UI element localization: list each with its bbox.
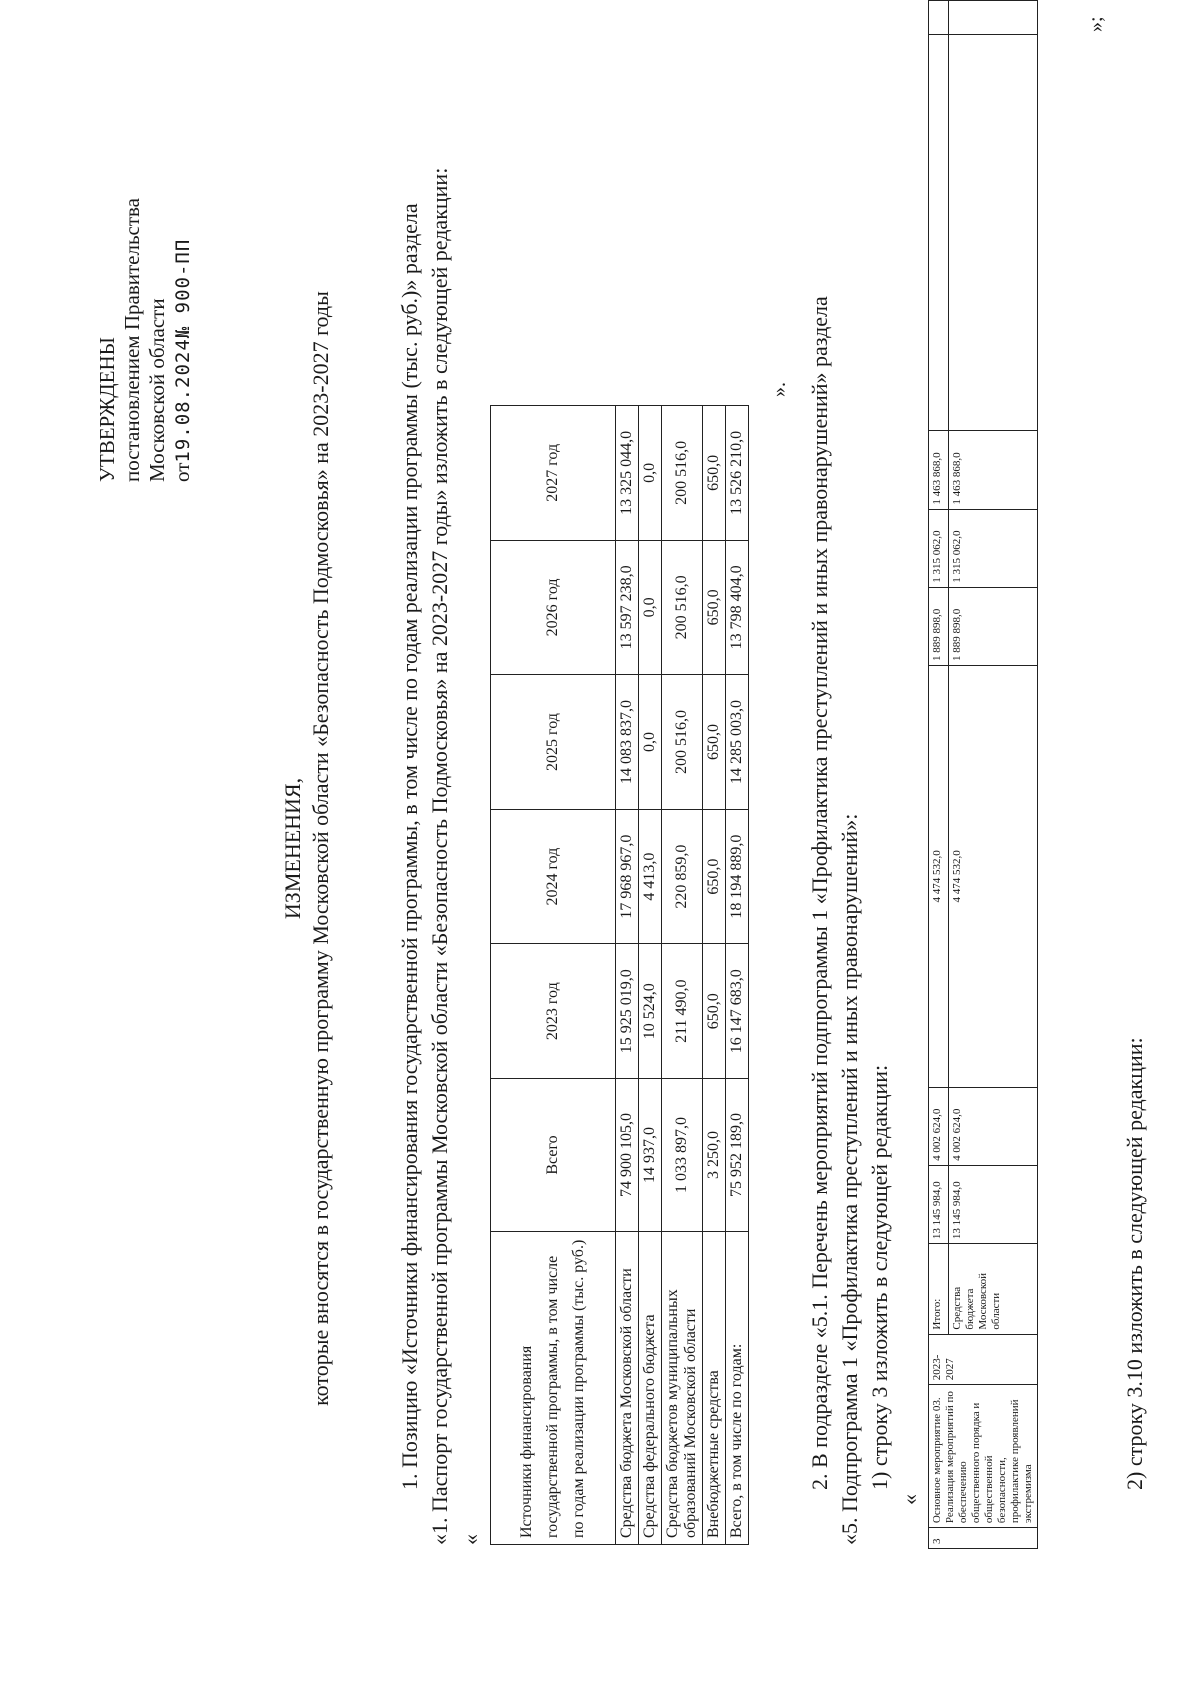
row-number-cell: 3 [929,1528,1038,1549]
table-cell: 0,0 [639,540,662,675]
table-cell: 14 937,0 [639,1079,662,1232]
item-2-text-cont: «5. Подпрограмма 1 «Профилактика преступлений и иных правонарушений»: [837,813,862,1545]
table-cell: 15 925 019,0 [616,944,639,1079]
table-cell: 13 145 984,0 [929,1165,949,1243]
approval-stamp [95,198,196,482]
table-cell: 4 413,0 [639,809,662,944]
table-cell: Средства бюджетов муниципальных образований Московской области [662,1232,703,1545]
table-cell: 4 474 532,0 [949,665,1038,1087]
column-header: 2026 год [491,540,616,675]
table-cell: 1 463 868,0 [929,431,949,509]
column-header: 2023 год [491,944,616,1079]
table-cell: 16 147 683,0 [726,944,749,1079]
approved-line: Московской области [145,298,169,482]
table-cell: 1 315 062,0 [929,509,949,587]
table-cell: 13 325 044,0 [616,406,639,541]
table-cell: 1 315 062,0 [949,509,1038,587]
document-subheading: которые вносятся в государственную программу Московской области «Безопасность Подмосковья» на 2023-2027 годы [308,291,333,1406]
approved-title: УТВЕРЖДЕНЫ [95,337,119,482]
table-cell: Внебюджетные средства [703,1232,726,1545]
table-cell-empty [929,34,949,431]
table-cell: 4 002 624,0 [949,1087,1038,1165]
column-header: 2025 год [491,675,616,810]
table-total-row [726,406,749,1545]
table-cell: 4 474 532,0 [929,665,949,1087]
table-cell: 17 968 967,0 [616,809,639,944]
close-quote: ». [768,382,790,397]
approved-line: постановлением Правительства [120,197,144,482]
table-cell: 13 526 210,0 [726,406,749,541]
document-heading: ИЗМЕНЕНИЯ, [280,777,305,920]
table-row [662,406,703,1545]
table-row [929,1,949,1549]
table-cell: Всего, в том числе по годам: [726,1232,749,1545]
approved-date-line [170,198,196,482]
table-cell: Средства бюджета Московской области [616,1232,639,1545]
table-cell: 211 490,0 [662,944,703,1079]
table-cell: 0,0 [639,675,662,810]
table-cell: 1 033 897,0 [662,1079,703,1232]
table-row [639,406,662,1545]
table-cell: 1 889 898,0 [929,587,949,665]
table-row [949,1,1038,1549]
finance-table [490,405,749,1545]
table-cell: 75 952 189,0 [726,1079,749,1232]
approved-date: 19.08.2024 [172,338,194,463]
table-cell: 0,0 [639,406,662,541]
period-cell: 2023-2027 [929,1334,1038,1385]
table-cell-empty [949,34,1038,431]
table-cell: 650,0 [703,406,726,541]
table-cell: 200 516,0 [662,406,703,541]
table-cell: 650,0 [703,540,726,675]
table-cell: 200 516,0 [662,540,703,675]
subprogram-table [928,0,1038,1549]
table-row [703,406,726,1545]
open-quote: « [458,1534,483,1545]
item-1-text: 1. Позицию «Источники финансирования государственной программы, в том числе по годам реализации программы (тыс. руб.)» раздела [397,203,422,1490]
table-cell: 14 285 003,0 [726,675,749,810]
table-cell: Средства федерального бюджета [639,1232,662,1545]
table-cell: 3 250,0 [703,1079,726,1232]
table-cell: Итого: [929,1244,949,1335]
table-cell: 14 083 837,0 [616,675,639,810]
item-1-text-cont: «1. Паспорт государственной программы Московской области «Безопасность Подмосковья» на 2023-2027 годы» изложить в следующей редакции: [427,167,452,1545]
table-cell: Средства бюджета Московской области [949,1244,1038,1335]
item-2-text: 2. В подразделе «5.1. Перечень мероприятий подпрограммы 1 «Профилактика преступлений и иных правонарушений» раздела [807,296,832,1490]
approved-number: № 900-ПП [172,238,194,339]
table-cell: 1 889 898,0 [949,587,1038,665]
table-cell: 650,0 [703,675,726,810]
item-2-subitem-2: 2) строку 3.10 изложить в следующей редакции: [1122,1037,1147,1490]
item-2-subitem-1: 1) строку 3 изложить в следующей редакции: [867,1064,892,1490]
table-header-row [491,406,616,1545]
table-cell: 650,0 [703,809,726,944]
table-cell: 1 463 868,0 [949,431,1038,509]
approved-date-prefix: от [170,462,194,482]
table-cell: 220 859,0 [662,809,703,944]
table-cell: 13 145 984,0 [949,1165,1038,1243]
table-cell: 18 194 889,0 [726,809,749,944]
table-row [616,406,639,1545]
table-cell: 200 516,0 [662,675,703,810]
column-header: Источники финансирования государственной программы, в том числе по годам реализации программы (тыс. руб.) [491,1232,616,1545]
table-cell: 74 900 105,0 [616,1079,639,1232]
column-header: 2024 год [491,809,616,944]
table-cell: 10 524,0 [639,944,662,1079]
column-header: Всего [491,1079,616,1232]
open-quote: « [897,1494,922,1505]
table-cell-empty [949,1,1038,35]
table-cell-empty [929,1,949,35]
column-header: 2027 год [491,406,616,541]
table-cell: 13 798 404,0 [726,540,749,675]
table-cell: 4 002 624,0 [929,1087,949,1165]
close-quote: »; [1085,16,1107,32]
table-cell: 13 597 238,0 [616,540,639,675]
measure-name-cell: Основное мероприятие 03. Реализация мероприятий по обеспечению общественного порядка и общественной безопасности, профилактике проявлений экстремизма [929,1385,1038,1528]
table-cell: 650,0 [703,944,726,1079]
